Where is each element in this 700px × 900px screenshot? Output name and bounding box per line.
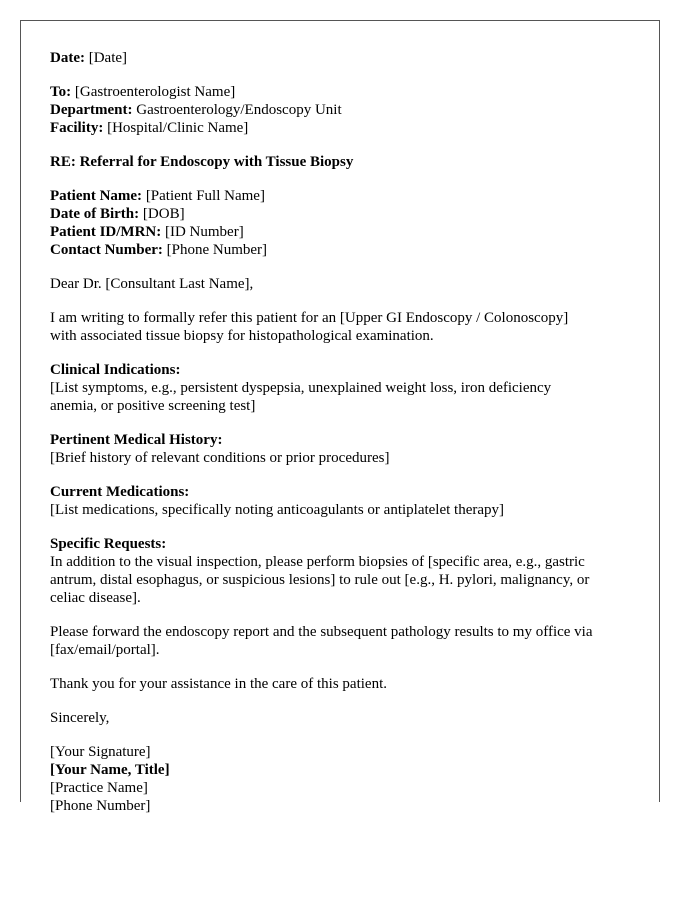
spacer bbox=[50, 171, 640, 187]
spacer bbox=[50, 467, 640, 483]
forward-line-1: Please forward the endoscopy report and the subsequent pathology results to my office via bbox=[50, 624, 593, 640]
spacer bbox=[50, 727, 640, 743]
medical-history-line-1: [Brief history of relevant conditions or prior procedures] bbox=[50, 450, 390, 466]
patient-name-label: Patient Name: bbox=[50, 188, 143, 204]
spacer bbox=[50, 519, 640, 535]
practice-name: [Practice Name] bbox=[50, 780, 148, 796]
patient-contact-line bbox=[50, 241, 640, 259]
clinical-indications-line-1: [List symptoms, e.g., persistent dyspepsia, unexplained weight loss, iron deficiency bbox=[50, 380, 552, 396]
specific-requests-line-1: In addition to the visual inspection, please perform biopsies of [specific area, e.g., gastric bbox=[50, 554, 585, 570]
clinical-indications-line-2: anemia, or positive screening test] bbox=[50, 398, 256, 414]
spacer bbox=[50, 659, 640, 675]
department-label: Department: bbox=[50, 102, 133, 118]
facility-label: Facility: bbox=[50, 120, 104, 136]
date-value: [Date] bbox=[88, 50, 128, 66]
medications-heading: Current Medications: bbox=[50, 484, 190, 500]
spacer bbox=[50, 607, 640, 623]
patient-name-value: [Patient Full Name] bbox=[145, 188, 265, 204]
specific-requests-line-3: celiac disease]. bbox=[50, 590, 141, 606]
spacer bbox=[50, 67, 640, 83]
subject-line: RE: Referral for Endoscopy with Tissue Biopsy bbox=[50, 154, 354, 170]
to-value: [Gastroenterologist Name] bbox=[74, 84, 236, 100]
letter-page bbox=[20, 20, 660, 814]
spacer bbox=[50, 293, 640, 309]
department-value: Gastroenterology/Endoscopy Unit bbox=[136, 102, 342, 118]
thanks-line: Thank you for your assistance in the care of this patient. bbox=[50, 676, 387, 692]
spacer bbox=[50, 345, 640, 361]
clinical-indications-heading: Clinical Indications: bbox=[50, 362, 181, 378]
spacer bbox=[50, 259, 640, 275]
date-line bbox=[50, 49, 640, 67]
salutation: Dear Dr. [Consultant Last Name], bbox=[50, 276, 254, 292]
patient-dob-label: Date of Birth: bbox=[50, 206, 140, 222]
facility-value: [Hospital/Clinic Name] bbox=[107, 120, 249, 136]
closing-line: Sincerely, bbox=[50, 710, 110, 726]
spacer bbox=[50, 415, 640, 431]
patient-dob-line bbox=[50, 205, 640, 223]
date-label: Date: bbox=[50, 50, 85, 66]
patient-dob-value: [DOB] bbox=[142, 206, 185, 222]
department-line bbox=[50, 101, 640, 119]
patient-id-line bbox=[50, 223, 640, 241]
to-line bbox=[50, 83, 640, 101]
to-label: To: bbox=[50, 84, 72, 100]
medications-line-1: [List medications, specifically noting anticoagulants or antiplatelet therapy] bbox=[50, 502, 505, 518]
intro-line-2: with associated tissue biopsy for histopathological examination. bbox=[50, 328, 434, 344]
facility-line bbox=[50, 119, 640, 137]
specific-requests-heading: Specific Requests: bbox=[50, 536, 167, 552]
patient-id-value: [ID Number] bbox=[164, 224, 244, 240]
patient-contact-value: [Phone Number] bbox=[166, 242, 268, 258]
forward-line-2: [fax/email/portal]. bbox=[50, 642, 160, 658]
specific-requests-line-2: antrum, distal esophagus, or suspicious lesions] to rule out [e.g., H. pylori, malignancy, or bbox=[50, 572, 590, 588]
patient-name-line bbox=[50, 187, 640, 205]
intro-line-1: I am writing to formally refer this patient for an [Upper GI Endoscopy / Colonoscopy] bbox=[50, 310, 569, 326]
letter-body bbox=[50, 49, 640, 815]
signer-name-title: [Your Name, Title] bbox=[50, 762, 170, 778]
medical-history-heading: Pertinent Medical History: bbox=[50, 432, 223, 448]
spacer bbox=[50, 693, 640, 709]
signature-placeholder: [Your Signature] bbox=[50, 744, 151, 760]
spacer bbox=[50, 137, 640, 153]
patient-id-label: Patient ID/MRN: bbox=[50, 224, 162, 240]
phone-number: [Phone Number] bbox=[50, 798, 151, 814]
patient-contact-label: Contact Number: bbox=[50, 242, 163, 258]
